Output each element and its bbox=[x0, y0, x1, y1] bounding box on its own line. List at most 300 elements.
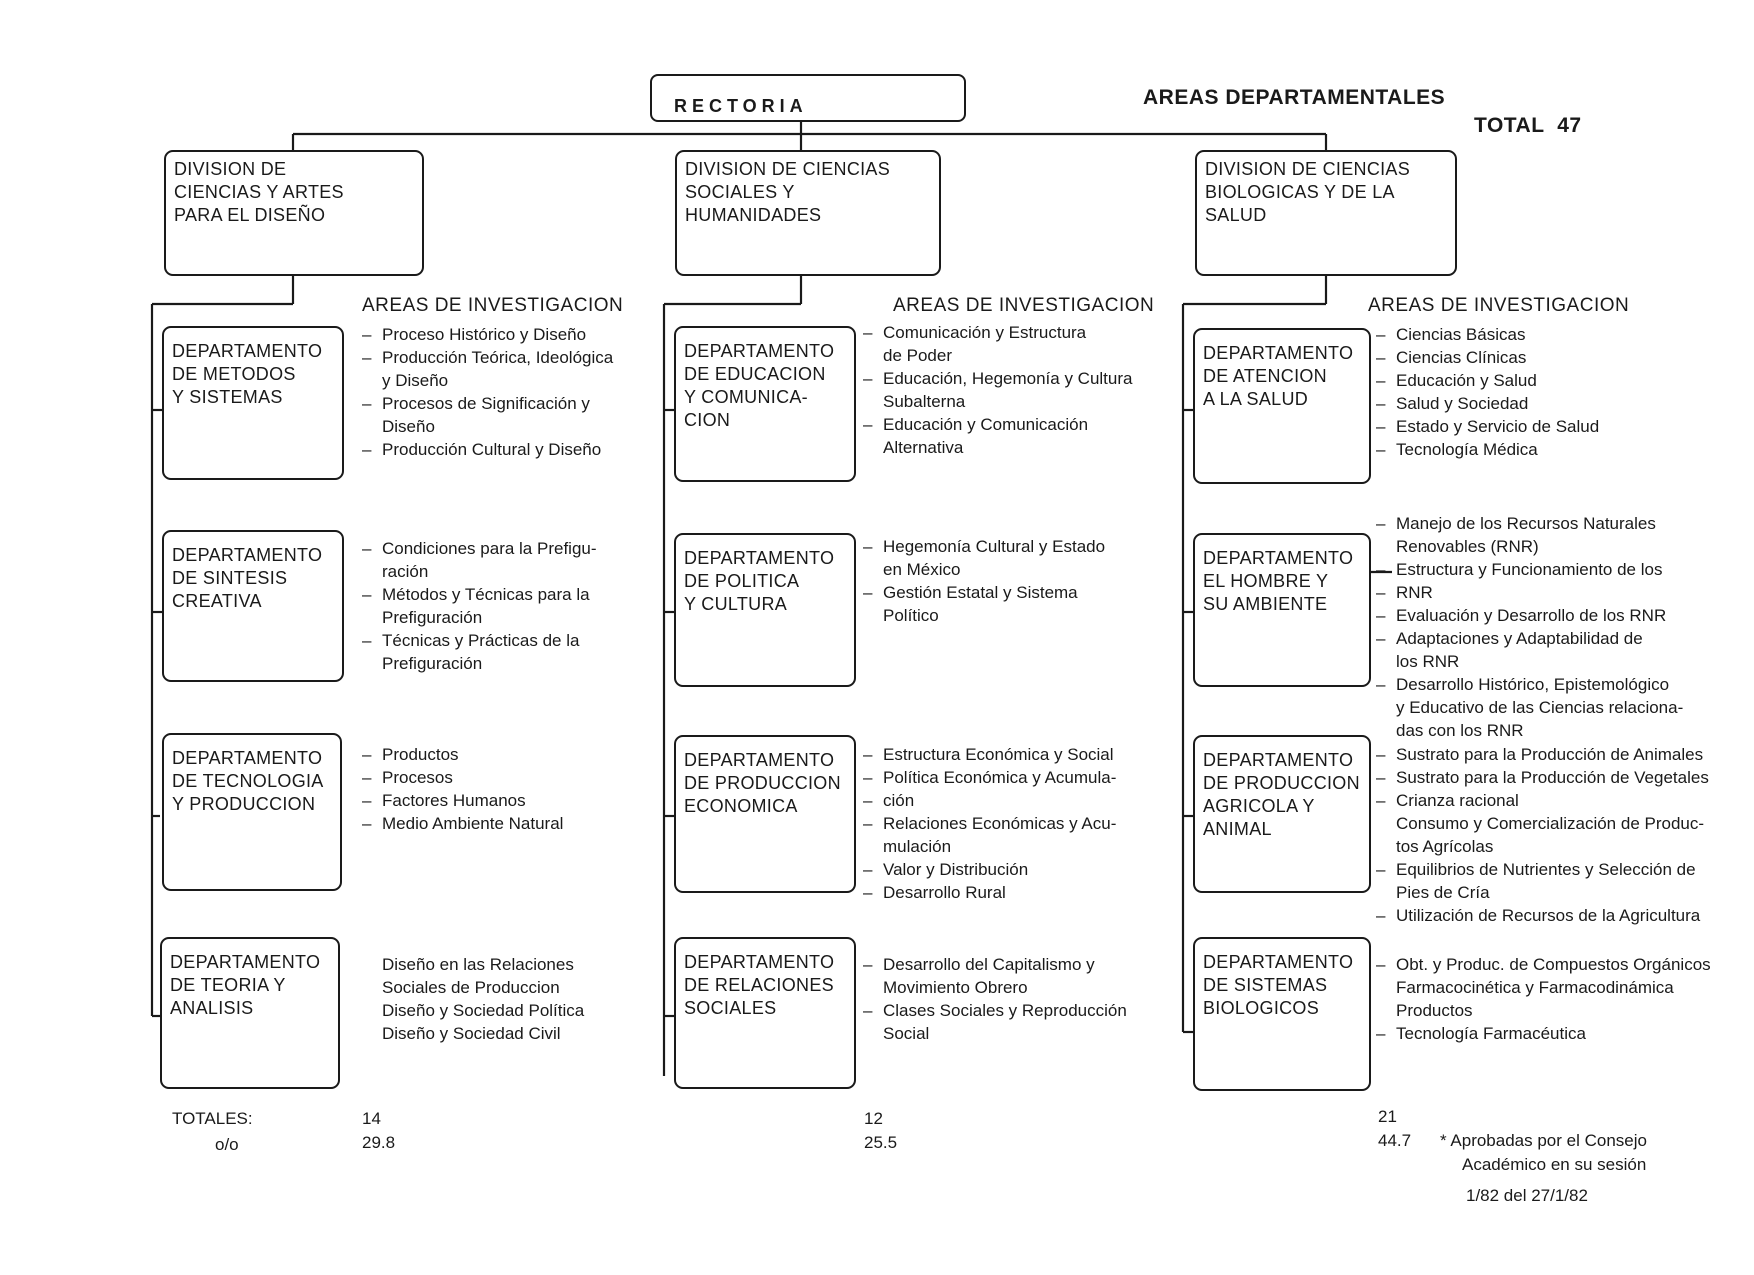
department-name-line: BIOLOGICOS bbox=[1203, 998, 1320, 1018]
department-name-line: DEPARTAMENTO bbox=[1203, 952, 1354, 972]
research-area-item bbox=[1376, 558, 1683, 581]
department-box bbox=[1193, 533, 1371, 687]
research-area-item bbox=[362, 583, 597, 606]
research-area-item bbox=[863, 413, 1132, 436]
research-area-item bbox=[1376, 976, 1711, 999]
research-area-list bbox=[1376, 512, 1683, 742]
department-name-line: AGRICOLA Y bbox=[1203, 796, 1315, 816]
dash-bullet: – bbox=[863, 1001, 873, 1020]
dash-bullet bbox=[863, 390, 883, 413]
department-name-line: DE TEORIA Y bbox=[170, 975, 286, 995]
research-area-text: ración bbox=[382, 562, 429, 581]
research-area-list bbox=[863, 321, 1132, 459]
research-area-item bbox=[863, 321, 1132, 344]
department-name-line: EL HOMBRE Y bbox=[1203, 571, 1329, 591]
department-name-line: DE ATENCION bbox=[1203, 366, 1327, 386]
dash-bullet bbox=[863, 436, 883, 459]
department-name-line: CION bbox=[684, 410, 731, 430]
research-area-text: Estructura Económica y Social bbox=[883, 745, 1114, 764]
research-area-text: Equilibrios de Nutrientes y Selección de bbox=[1396, 860, 1696, 879]
council-note-line: 1/82 del 27/1/82 bbox=[1466, 1186, 1588, 1205]
research-area-text: Estado y Servicio de Salud bbox=[1396, 417, 1600, 436]
department-name-line: ANALISIS bbox=[170, 998, 254, 1018]
research-area-text: Proceso Histórico y Diseño bbox=[382, 325, 587, 344]
research-area-text: tos Agrícolas bbox=[1396, 837, 1494, 856]
department-box bbox=[674, 326, 856, 482]
division-percent: 25.5 bbox=[864, 1133, 898, 1152]
division-total: 12 bbox=[864, 1109, 883, 1128]
research-area-item bbox=[1376, 673, 1683, 696]
research-area-item bbox=[863, 789, 1116, 812]
dash-bullet: – bbox=[1376, 417, 1386, 436]
research-area-text: de Poder bbox=[883, 346, 952, 365]
research-area-item bbox=[362, 812, 563, 835]
dash-bullet: – bbox=[362, 394, 372, 413]
research-area-item bbox=[362, 346, 613, 369]
research-area-text: Social bbox=[883, 1024, 930, 1043]
research-area-text: y Educativo de las Ciencias relaciona- bbox=[1396, 698, 1684, 717]
dash-bullet: – bbox=[863, 583, 873, 602]
research-area-text: Medio Ambiente Natural bbox=[382, 814, 564, 833]
research-area-text: Gestión Estatal y Sistema bbox=[883, 583, 1078, 602]
research-area-text: Educación y Salud bbox=[1396, 371, 1537, 390]
department-name-line: DE TECNOLOGIA bbox=[172, 771, 324, 791]
research-area-item bbox=[863, 390, 1132, 413]
areas-heading: AREAS DE INVESTIGACION bbox=[1368, 295, 1630, 316]
research-area-item bbox=[362, 976, 584, 999]
research-area-item bbox=[1376, 535, 1683, 558]
research-area-item bbox=[1376, 346, 1599, 369]
research-area-item bbox=[863, 344, 1132, 367]
research-area-text: Política Económica y Acumula- bbox=[883, 768, 1117, 787]
dash-bullet: – bbox=[1376, 791, 1386, 810]
dash-bullet: – bbox=[863, 369, 873, 388]
total-value: 47 bbox=[1557, 114, 1582, 137]
research-area-item bbox=[1376, 650, 1683, 673]
dash-bullet bbox=[863, 976, 883, 999]
division-box-biologicas bbox=[1195, 150, 1457, 276]
research-area-list bbox=[362, 953, 584, 1045]
research-area-list bbox=[362, 537, 597, 675]
research-area-text: Productos bbox=[382, 745, 459, 764]
research-area-item bbox=[863, 581, 1105, 604]
research-area-item bbox=[863, 436, 1132, 459]
research-area-item bbox=[863, 604, 1105, 627]
research-area-item bbox=[1376, 812, 1709, 835]
department-name-line: Y PRODUCCION bbox=[172, 794, 316, 814]
department-name-line: DE PRODUCCION bbox=[684, 773, 841, 793]
dash-bullet: – bbox=[1376, 606, 1386, 625]
research-area-text: Alternativa bbox=[883, 438, 964, 457]
research-area-list bbox=[863, 535, 1105, 627]
department-name-line: SOCIALES bbox=[684, 998, 777, 1018]
division-line: DIVISION DE CIENCIAS bbox=[1205, 159, 1411, 179]
research-area-text: Diseño y Sociedad Civil bbox=[382, 1024, 561, 1043]
dash-bullet bbox=[362, 369, 382, 392]
department-name-line: DEPARTAMENTO bbox=[684, 750, 835, 770]
research-area-item bbox=[362, 999, 584, 1022]
research-area-item bbox=[1376, 323, 1599, 346]
division-box-diseno bbox=[164, 150, 424, 276]
research-area-item bbox=[362, 629, 597, 652]
research-area-text: Valor y Distribución bbox=[883, 860, 1029, 879]
research-area-text: Desarrollo Histórico, Epistemológico bbox=[1396, 675, 1670, 694]
research-area-item bbox=[863, 535, 1105, 558]
research-area-text: RNR bbox=[1396, 583, 1433, 602]
research-area-text: Movimiento Obrero bbox=[883, 978, 1028, 997]
research-area-text: Renovables (RNR) bbox=[1396, 537, 1539, 556]
dash-bullet bbox=[1376, 535, 1396, 558]
research-area-text: Político bbox=[883, 606, 939, 625]
dash-bullet: – bbox=[362, 440, 372, 459]
department-name-line: DEPARTAMENTO bbox=[684, 341, 835, 361]
research-area-text: Tecnología Farmacéutica bbox=[1396, 1024, 1586, 1043]
research-area-text: los RNR bbox=[1396, 652, 1460, 671]
research-area-text: Factores Humanos bbox=[382, 791, 526, 810]
division-line: SOCIALES Y bbox=[685, 182, 795, 202]
research-area-text: Producción Cultural y Diseño bbox=[382, 440, 602, 459]
dash-bullet bbox=[863, 558, 883, 581]
department-name-line: Y SISTEMAS bbox=[172, 387, 283, 407]
research-area-text: Sociales de Produccion bbox=[382, 978, 560, 997]
research-area-item bbox=[1376, 999, 1711, 1022]
research-area-text: Comunicación y Estructura bbox=[883, 323, 1087, 342]
research-area-item bbox=[1376, 881, 1709, 904]
department-name-line: DEPARTAMENTO bbox=[170, 952, 321, 972]
research-area-list bbox=[863, 743, 1116, 904]
dash-bullet bbox=[362, 999, 382, 1022]
department-box bbox=[674, 735, 856, 893]
dash-bullet: – bbox=[362, 791, 372, 810]
research-area-item bbox=[863, 881, 1116, 904]
research-area-text: Diseño en las Relaciones bbox=[382, 955, 574, 974]
department-name-line: A LA SALUD bbox=[1203, 389, 1309, 409]
research-area-item bbox=[362, 415, 613, 438]
research-area-text: Pies de Cría bbox=[1396, 883, 1490, 902]
dash-bullet: – bbox=[1376, 768, 1386, 787]
dash-bullet bbox=[362, 652, 382, 675]
research-area-text: Producción Teórica, Ideológica bbox=[382, 348, 614, 367]
research-area-text: Estructura y Funcionamiento de los bbox=[1396, 560, 1663, 579]
department-name-line: DE PRODUCCION bbox=[1203, 773, 1360, 793]
department-name-line: DE EDUCACION bbox=[684, 364, 826, 384]
page-title: AREAS DEPARTAMENTALES bbox=[1143, 86, 1446, 109]
dash-bullet: – bbox=[1376, 1024, 1386, 1043]
division-total: 14 bbox=[362, 1109, 381, 1128]
council-note-line: Académico en su sesión bbox=[1462, 1155, 1647, 1174]
research-area-item bbox=[1376, 512, 1683, 535]
research-area-list bbox=[1376, 743, 1709, 927]
research-area-item bbox=[362, 392, 613, 415]
research-area-item bbox=[863, 1022, 1127, 1045]
department-name-line: CREATIVA bbox=[172, 591, 262, 611]
research-area-text: Productos bbox=[1396, 1001, 1473, 1020]
research-area-item bbox=[1376, 696, 1683, 719]
department-name-line: DE SISTEMAS bbox=[1203, 975, 1328, 995]
dash-bullet: – bbox=[1376, 745, 1386, 764]
research-area-text: ción bbox=[883, 791, 915, 810]
department-name-line: DE POLITICA bbox=[684, 571, 800, 591]
research-area-item bbox=[1376, 392, 1599, 415]
department-name-line: DEPARTAMENTO bbox=[1203, 343, 1354, 363]
department-name-line: DEPARTAMENTO bbox=[1203, 548, 1354, 568]
research-area-list bbox=[1376, 953, 1711, 1045]
dash-bullet: – bbox=[863, 745, 873, 764]
research-area-list bbox=[1376, 323, 1599, 461]
division-line: HUMANIDADES bbox=[685, 205, 822, 225]
areas-heading: AREAS DE INVESTIGACION bbox=[893, 295, 1155, 316]
research-area-item bbox=[1376, 953, 1711, 976]
total-summary bbox=[1474, 114, 1582, 138]
research-area-text: Sustrato para la Producción de Animales bbox=[1396, 745, 1704, 764]
research-area-item bbox=[863, 812, 1116, 835]
research-area-text: Salud y Sociedad bbox=[1396, 394, 1529, 413]
research-area-text: Educación y Comunicación bbox=[883, 415, 1089, 434]
research-area-item bbox=[863, 766, 1116, 789]
research-area-text: Relaciones Económicas y Acu- bbox=[883, 814, 1117, 833]
research-area-text: Crianza racional bbox=[1396, 791, 1519, 810]
dash-bullet: – bbox=[1376, 860, 1386, 879]
research-area-item bbox=[362, 652, 597, 675]
research-area-text: Clases Sociales y Reproducción bbox=[883, 1001, 1127, 1020]
research-area-text: Educación, Hegemonía y Cultura bbox=[883, 369, 1133, 388]
research-area-list bbox=[362, 323, 613, 461]
department-name-line: ANIMAL bbox=[1203, 819, 1272, 839]
research-area-text: Desarrollo del Capitalismo y bbox=[883, 955, 1095, 974]
department-name-line: DEPARTAMENTO bbox=[684, 548, 835, 568]
dash-bullet: – bbox=[863, 537, 873, 556]
research-area-item bbox=[362, 789, 563, 812]
department-name-line: DE SINTESIS bbox=[172, 568, 288, 588]
dash-bullet bbox=[362, 1022, 382, 1045]
department-box bbox=[160, 937, 340, 1089]
research-area-item bbox=[1376, 604, 1683, 627]
research-area-item bbox=[863, 953, 1127, 976]
research-area-list bbox=[362, 743, 563, 835]
dash-bullet: – bbox=[863, 814, 873, 833]
dash-bullet: – bbox=[1376, 348, 1386, 367]
research-area-item bbox=[1376, 415, 1599, 438]
research-area-item bbox=[1376, 627, 1683, 650]
research-area-text: Ciencias Básicas bbox=[1396, 325, 1526, 344]
dash-bullet: – bbox=[1376, 440, 1386, 459]
division-line: SALUD bbox=[1205, 205, 1267, 225]
dash-bullet bbox=[1376, 999, 1396, 1022]
research-area-text: Técnicas y Prácticas de la bbox=[382, 631, 580, 650]
research-area-item bbox=[362, 438, 613, 461]
research-area-item bbox=[863, 558, 1105, 581]
dash-bullet: – bbox=[863, 415, 873, 434]
department-box bbox=[1193, 735, 1371, 893]
research-area-item bbox=[362, 606, 597, 629]
research-area-item bbox=[362, 766, 563, 789]
research-area-item bbox=[863, 976, 1127, 999]
research-area-item bbox=[1376, 789, 1709, 812]
division-percent: 29.8 bbox=[362, 1133, 396, 1152]
department-name-line: ECONOMICA bbox=[684, 796, 798, 816]
department-box bbox=[162, 530, 344, 682]
department-name-line: DEPARTAMENTO bbox=[172, 341, 323, 361]
dash-bullet: – bbox=[863, 791, 873, 810]
dash-bullet bbox=[1376, 835, 1396, 858]
research-area-list bbox=[863, 953, 1127, 1045]
research-area-text: Farmacocinética y Farmacodinámica bbox=[1396, 978, 1674, 997]
research-area-text: Procesos bbox=[382, 768, 453, 787]
dash-bullet: – bbox=[1376, 583, 1386, 602]
research-area-text: mulación bbox=[883, 837, 952, 856]
dash-bullet bbox=[362, 415, 382, 438]
research-area-item bbox=[362, 323, 613, 346]
dash-bullet: – bbox=[362, 814, 372, 833]
research-area-item bbox=[362, 743, 563, 766]
dash-bullet: – bbox=[1376, 560, 1386, 579]
research-area-text: Procesos de Significación y bbox=[382, 394, 590, 413]
research-area-item bbox=[1376, 835, 1709, 858]
department-name-line: DEPARTAMENTO bbox=[1203, 750, 1354, 770]
dash-bullet bbox=[1376, 719, 1396, 742]
dash-bullet bbox=[362, 560, 382, 583]
department-box bbox=[674, 533, 856, 687]
council-note-line: * Aprobadas por el Consejo bbox=[1440, 1131, 1647, 1150]
research-area-item bbox=[1376, 719, 1683, 742]
division-line: PARA EL DISEÑO bbox=[174, 205, 326, 225]
research-area-item bbox=[863, 743, 1116, 766]
dash-bullet bbox=[863, 604, 883, 627]
department-box bbox=[162, 733, 342, 891]
department-name-line: DEPARTAMENTO bbox=[172, 748, 323, 768]
dash-bullet: – bbox=[863, 860, 873, 879]
dash-bullet bbox=[863, 1022, 883, 1045]
research-area-text: Tecnología Médica bbox=[1396, 440, 1538, 459]
research-area-text: Condiciones para la Prefigu- bbox=[382, 539, 597, 558]
research-area-text: y Diseño bbox=[382, 371, 449, 390]
research-area-text: Manejo de los Recursos Naturales bbox=[1396, 514, 1656, 533]
percent-label: o/o bbox=[215, 1135, 239, 1154]
dash-bullet bbox=[1376, 812, 1396, 835]
research-area-text: Subalterna bbox=[883, 392, 966, 411]
dash-bullet: – bbox=[1376, 675, 1386, 694]
department-name-line: DEPARTAMENTO bbox=[684, 952, 835, 972]
dash-bullet: – bbox=[1376, 514, 1386, 533]
dash-bullet bbox=[362, 606, 382, 629]
dash-bullet: – bbox=[1376, 394, 1386, 413]
research-area-text: Diseño y Sociedad Política bbox=[382, 1001, 585, 1020]
department-name-line: DE RELACIONES bbox=[684, 975, 834, 995]
dash-bullet: – bbox=[1376, 371, 1386, 390]
research-area-item bbox=[863, 999, 1127, 1022]
research-area-item bbox=[362, 369, 613, 392]
dash-bullet bbox=[362, 953, 382, 976]
dash-bullet bbox=[863, 344, 883, 367]
research-area-item bbox=[362, 537, 597, 560]
dash-bullet: – bbox=[362, 631, 372, 650]
research-area-text: Ciencias Clínicas bbox=[1396, 348, 1527, 367]
dash-bullet: – bbox=[863, 323, 873, 342]
research-area-text: Hegemonía Cultural y Estado bbox=[883, 537, 1106, 556]
department-box bbox=[162, 326, 344, 480]
division-box-sociales bbox=[675, 150, 941, 276]
research-area-text: en México bbox=[883, 560, 961, 579]
dash-bullet bbox=[362, 976, 382, 999]
research-area-text: Obt. y Produc. de Compuestos Orgánicos bbox=[1396, 955, 1711, 974]
department-box bbox=[1193, 328, 1371, 484]
department-box bbox=[1193, 937, 1371, 1091]
dash-bullet: – bbox=[1376, 325, 1386, 344]
dash-bullet bbox=[1376, 650, 1396, 673]
research-area-text: Utilización de Recursos de la Agricultura bbox=[1396, 906, 1701, 925]
research-area-text: Prefiguración bbox=[382, 608, 483, 627]
dash-bullet: – bbox=[362, 539, 372, 558]
department-name-line: DEPARTAMENTO bbox=[172, 545, 323, 565]
research-area-item bbox=[1376, 369, 1599, 392]
department-name-line: Y CULTURA bbox=[684, 594, 788, 614]
research-area-text: Diseño bbox=[382, 417, 435, 436]
dash-bullet bbox=[1376, 976, 1396, 999]
division-line: DIVISION DE CIENCIAS bbox=[685, 159, 891, 179]
division-percent: 44.7 bbox=[1378, 1131, 1412, 1150]
research-area-text: Evaluación y Desarrollo de los RNR bbox=[1396, 606, 1667, 625]
research-area-text: das con los RNR bbox=[1396, 721, 1524, 740]
dash-bullet: – bbox=[1376, 906, 1386, 925]
dash-bullet: – bbox=[362, 325, 372, 344]
research-area-text: Consumo y Comercialización de Produc- bbox=[1396, 814, 1705, 833]
department-box bbox=[674, 937, 856, 1089]
research-area-item bbox=[863, 835, 1116, 858]
research-area-item bbox=[863, 858, 1116, 881]
research-area-item bbox=[1376, 743, 1709, 766]
rectoria-box bbox=[650, 74, 966, 122]
research-area-item bbox=[362, 1022, 584, 1045]
dash-bullet: – bbox=[863, 768, 873, 787]
dash-bullet: – bbox=[362, 745, 372, 764]
dash-bullet bbox=[1376, 696, 1396, 719]
dash-bullet: – bbox=[863, 883, 873, 902]
department-name-line: DE METODOS bbox=[172, 364, 296, 384]
dash-bullet: – bbox=[863, 955, 873, 974]
research-area-text: Prefiguración bbox=[382, 654, 483, 673]
research-area-item bbox=[362, 953, 584, 976]
research-area-item bbox=[1376, 904, 1709, 927]
areas-heading: AREAS DE INVESTIGACION bbox=[362, 295, 624, 316]
research-area-text: Métodos y Técnicas para la bbox=[382, 585, 590, 604]
research-area-item bbox=[1376, 766, 1709, 789]
division-line: BIOLOGICAS Y DE LA bbox=[1205, 182, 1395, 202]
dash-bullet bbox=[863, 835, 883, 858]
division-line: CIENCIAS Y ARTES bbox=[174, 182, 344, 202]
dash-bullet bbox=[1376, 881, 1396, 904]
department-name-line: SU AMBIENTE bbox=[1203, 594, 1328, 614]
research-area-item bbox=[1376, 1022, 1711, 1045]
research-area-item bbox=[362, 560, 597, 583]
research-area-item bbox=[863, 367, 1132, 390]
research-area-item bbox=[1376, 438, 1599, 461]
total-label: TOTAL bbox=[1474, 114, 1545, 137]
dash-bullet: – bbox=[1376, 629, 1386, 648]
research-area-text: Sustrato para la Producción de Vegetales bbox=[1396, 768, 1709, 787]
rectoria-label: RECTORIA bbox=[674, 96, 808, 116]
dash-bullet: – bbox=[362, 348, 372, 367]
division-line: DIVISION DE bbox=[174, 159, 287, 179]
research-area-item bbox=[1376, 858, 1709, 881]
research-area-text: Adaptaciones y Adaptabilidad de bbox=[1396, 629, 1643, 648]
division-total: 21 bbox=[1378, 1107, 1397, 1126]
research-area-item bbox=[1376, 581, 1683, 604]
dash-bullet: – bbox=[1376, 955, 1386, 974]
totals-label: TOTALES: bbox=[172, 1109, 253, 1128]
research-area-text: Desarrollo Rural bbox=[883, 883, 1006, 902]
dash-bullet: – bbox=[362, 585, 372, 604]
dash-bullet: – bbox=[362, 768, 372, 787]
